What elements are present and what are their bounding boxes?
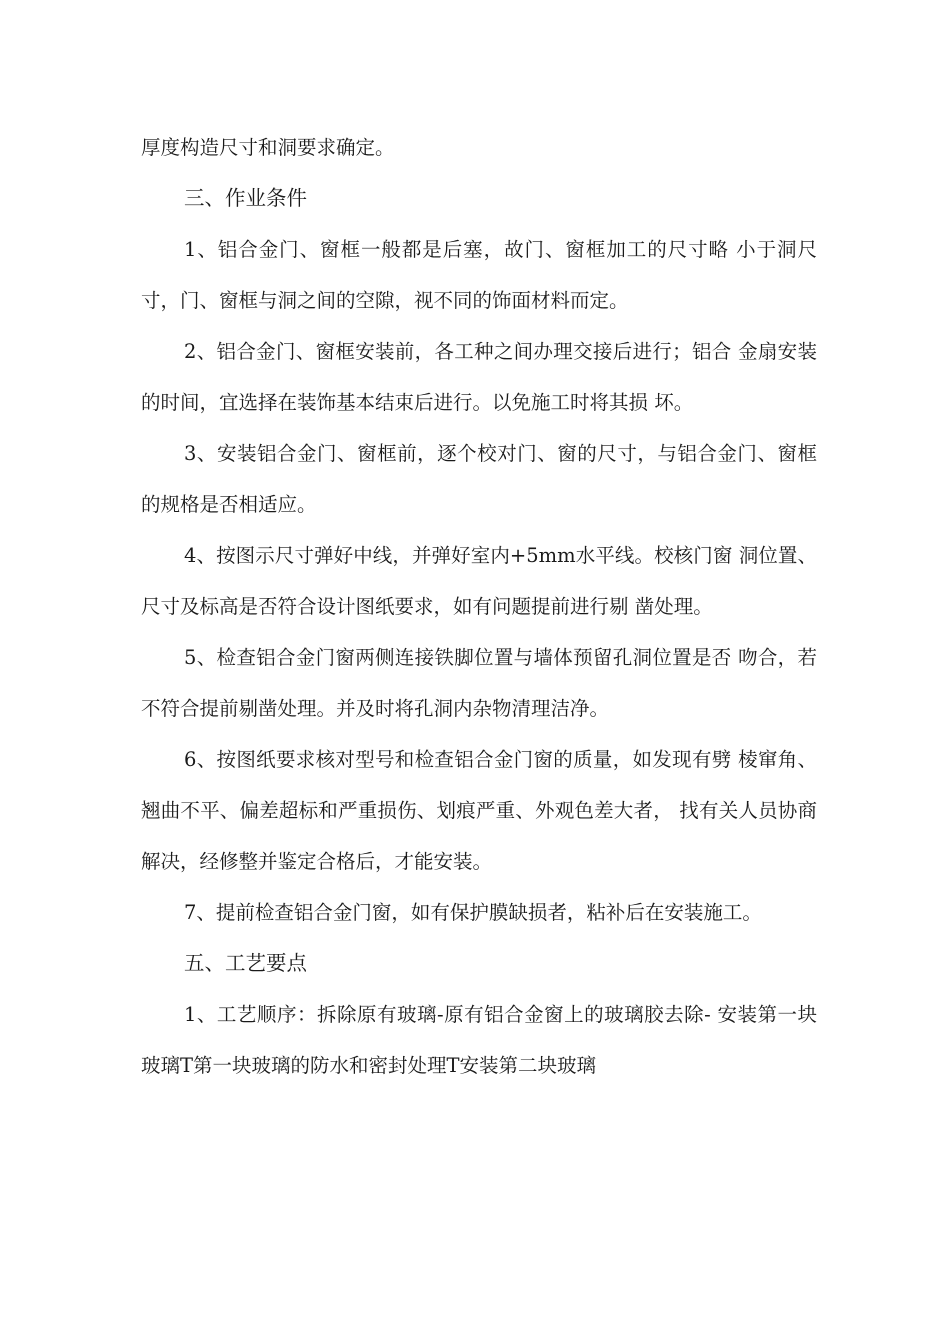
section-heading: 五、工艺要点 [184, 951, 307, 975]
paragraph: 1、工艺顺序：拆除原有玻璃-原有铝合金窗上的玻璃胶去除- 安装第一块玻璃T第一块玻璃的防水和密封处理T安装第二块玻璃 [141, 1003, 817, 1077]
paragraph: 3、安装铝合金门、窗框前，逐个校对门、窗的尺寸，与铝合金门、窗框的规格是否相适应。 [141, 442, 817, 516]
paragraph: 4、按图示尺寸弹好中线，并弹好室内+5mm水平线。校核门窗 洞位置、尺寸及标高是否符合设计图纸要求，如有问题提前进行剔 凿处理。 [141, 544, 817, 618]
paragraph: 厚度构造尺寸和洞要求确定。 [141, 136, 395, 159]
paragraph: 5、检查铝合金门窗两侧连接铁脚位置与墙体预留孔洞位置是否 吻合，若不符合提前剔凿处理。并及时将孔洞内杂物清理洁净。 [141, 646, 817, 720]
section-heading: 三、作业条件 [184, 186, 307, 210]
paragraph: 2、铝合金门、窗框安装前，各工种之间办理交接后进行；铝合 金扇安装的时间，宜选择在装饰基本结束后进行。以免施工时将其损 坏。 [141, 340, 817, 414]
document-body [141, 122, 817, 1091]
paragraph: 6、按图纸要求核对型号和检查铝合金门窗的质量，如发现有劈 棱窜角、翘曲不平、偏差超标和严重损伤、划痕严重、外观色差大者， 找有关人员协商解决，经修整并鉴定合格后，才能安装。 [141, 748, 817, 873]
paragraph: 7、提前检查铝合金门窗，如有保护膜缺损者，粘补后在安装施工。 [184, 901, 762, 924]
paragraph: 1、铝合金门、窗框一般都是后塞，故门、窗框加工的尺寸略 小于洞尺寸，门、窗框与洞之间的空隙，视不同的饰面材料而定。 [141, 238, 817, 312]
